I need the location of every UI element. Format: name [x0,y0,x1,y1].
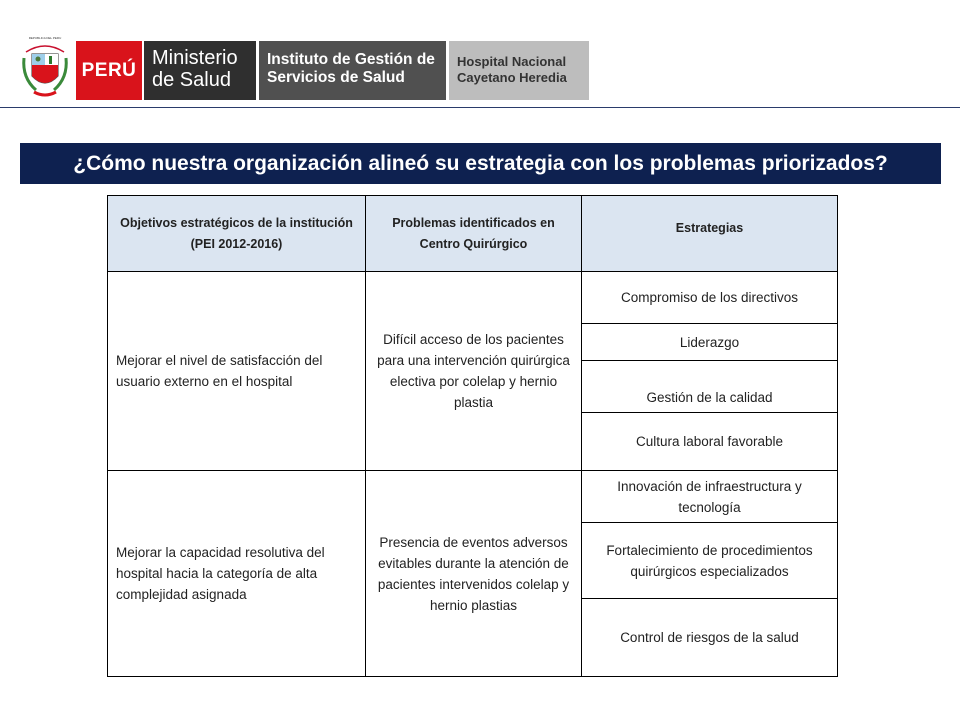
escudo-caption: REPUBLICA DEL PERU [28,36,62,40]
ministerio-logo [144,41,256,100]
header-divider [0,107,960,108]
instituto-logo [259,41,446,100]
strategy-cell: Compromiso de los directivos [582,272,838,324]
peru-label: PERÚ [81,59,137,81]
hospital-line2: Cayetano Heredia [457,70,567,85]
hospital-logo [449,41,589,100]
strategy-cell: Cultura laboral favorable [582,413,838,471]
problem-cell: Difícil acceso de los pacientes para una intervención quirúrgica electiva por colelap y hernio plastia [366,272,582,471]
problem-cell: Presencia de eventos adversos evitables durante la atención de pacientes intervenidos colelap y hernio plastias [366,471,582,677]
objective-cell: Mejorar la capacidad resolutiva del hospital hacia la categoría de alta complejidad asignada [108,471,366,677]
hospital-line1: Hospital Nacional [457,54,567,69]
table-row [108,471,838,523]
table-header-row [108,196,838,272]
header-strategies: Estrategias [582,196,838,272]
strategy-cell: Fortalecimiento de procedimientos quirúrgicos especializados [582,523,838,599]
strategy-cell: Control de riesgos de la salud [582,599,838,677]
slide-title: ¿Cómo nuestra organización alineó su estrategia con los problemas priorizados? [20,143,941,184]
header-problems: Problemas identificados en Centro Quirúrgico [366,196,582,272]
peru-logo [76,41,142,100]
strategy-cell: Liderazgo [582,324,838,361]
table-row [108,272,838,324]
instituto-line2: Servicios de Salud [267,69,405,86]
strategy-cell: Innovación de infraestructura y tecnología [582,471,838,523]
header-objectives: Objetivos estratégicos de la institución (PEI 2012-2016) [108,196,366,272]
objective-cell: Mejorar el nivel de satisfacción del usuario externo en el hospital [108,272,366,471]
logo-header [0,0,960,110]
strategy-cell: Gestión de la calidad [582,361,838,413]
strategy-table [107,195,838,677]
instituto-line1: Instituto de Gestión de [267,51,435,68]
ministerio-line2: de Salud [152,69,231,91]
coat-of-arms-icon [18,38,72,100]
ministerio-line1: Ministerio [152,47,238,69]
